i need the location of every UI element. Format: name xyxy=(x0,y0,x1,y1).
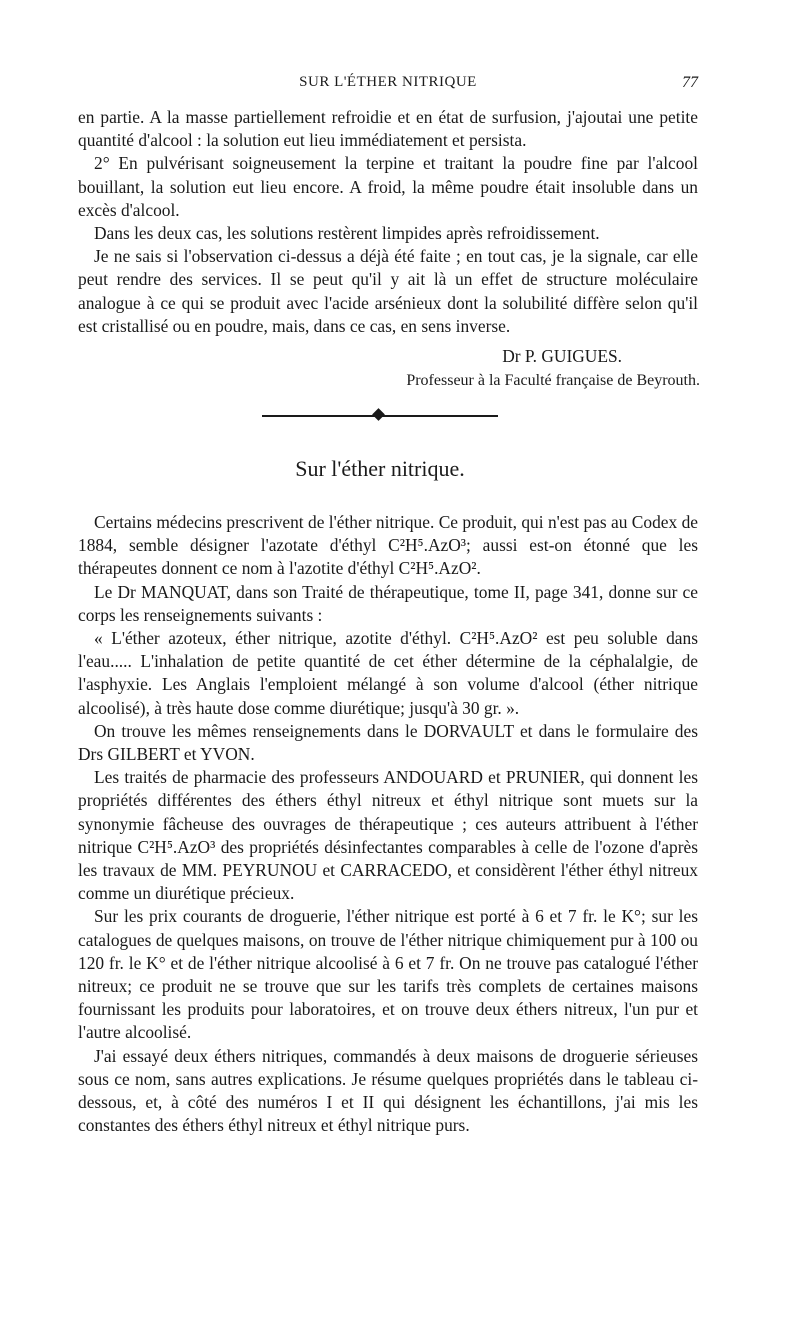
paragraph: J'ai essayé deux éthers nitriques, commandés à deux maisons de droguerie sérieuses sous ce nom, sans autres explications. Je résume quelques propriétés dans le tableau ci-dessous, et, à côté des numéros I et II qui désignent les échantillons, j'ai mis les constantes des éthers éthyl nitreux et éthyl nitrique purs. xyxy=(78,1045,698,1136)
paragraph: « L'éther azoteux, éther nitrique, azotite d'éthyl. C²H⁵.AzO² est peu soluble dans l'eau..... L'inhalation de petite quantité de cet éther détermine de la céphalalgie, de l'asphyxie. Les Anglais l'emploient mélangé à son volume d'alcool (éther nitrique alcoolisé), à très haute dose comme diurétique; jusqu'à 30 gr. ». xyxy=(78,628,698,718)
diamond-ornament-icon xyxy=(372,408,385,421)
paragraph: Dans les deux cas, les solutions restèrent limpides après refroidissement. xyxy=(94,223,600,244)
paragraph: On trouve les mêmes renseignements dans le DORVAULT et dans le formulaire des Drs GILBERT et YVON. xyxy=(78,720,698,765)
paragraph: 2° En pulvérisant soigneusement la terpine et traitant la poudre fine par l'alcool bouillant, la solution eut lieu encore. A froid, la même poudre était insoluble dans un excès d'alcool. xyxy=(78,153,698,220)
article-body xyxy=(78,511,698,1137)
page-header xyxy=(78,74,698,96)
running-title: SUR L'ÉTHER NITRIQUE xyxy=(299,74,477,90)
paragraph: Certains médecins prescrivent de l'éther nitrique. Ce produit, qui n'est pas au Codex de 1884, semble désigner l'azotate d'éthyl C²H⁵.AzO³; aussi est-on étonné que les thérapeutes donnent ce nom à l'azotite d'éthyl C²H⁵.AzO². xyxy=(78,512,698,579)
signature-title: Professeur à la Faculté française de Beyrouth. xyxy=(406,372,700,389)
paragraph: en partie. A la masse partiellement refroidie et en état de surfusion, j'ajoutai une petite quantité d'alcool : la solution eut lieu immédiatement et persista. xyxy=(78,107,698,151)
article-title: Sur l'éther nitrique. xyxy=(295,456,465,481)
page-number: 77 xyxy=(682,74,698,91)
paragraph: Les traités de pharmacie des professeurs ANDOUARD et PRUNIER, qui donnent les propriétés différentes des éthers éthyl nitreux et éthyl nitrique sont muets sur la synonymie fâcheuse des ouvrages de thérapeutique ; ces auteurs attribuent à l'éther nitrique C²H⁵.AzO³ des propriétés désinfectantes comparables à celle de l'ozone d'après les travaux de MM. PEYRUNOU et CARRACEDO, et considèrent l'éther éthyl nitreux comme un diurétique précieux. xyxy=(78,767,698,904)
previous-article-body xyxy=(78,106,698,338)
paragraph: Le Dr MANQUAT, dans son Traité de thérapeutique, tome II, page 341, donne sur ce corps les renseignements suivants : xyxy=(78,581,698,625)
paragraph: Je ne sais si l'observation ci-dessus a déjà été faite ; en tout cas, je la signale, car elle peut rendre des services. Il se peut qu'il y ait là un effet de structure moléculaire analogue à ce qui se produit avec l'acide arsénieux dont la solubilité diffère selon qu'il est cristallisé ou en poudre, mais, dans ce cas, en sens inverse. xyxy=(78,246,698,336)
signature-name: Dr P. GUIGUES. xyxy=(502,346,622,366)
paragraph: Sur les prix courants de droguerie, l'éther nitrique est porté à 6 et 7 fr. le K°; sur les catalogues de quelques maisons, on trouve de l'éther nitrique chimiquement pur à 100 ou 120 fr. le K° et de l'éther nitrique alcoolisé à 6 et 7 fr. On ne trouve pas catalogué l'éther nitreux; ce produit ne se trouve que sur les tarifs très complets de certaines maisons fournissant les produits pour laboratoires, et on trouve deux éthers nitreux, l'un pur et l'autre alcoolisé. xyxy=(78,906,698,1043)
